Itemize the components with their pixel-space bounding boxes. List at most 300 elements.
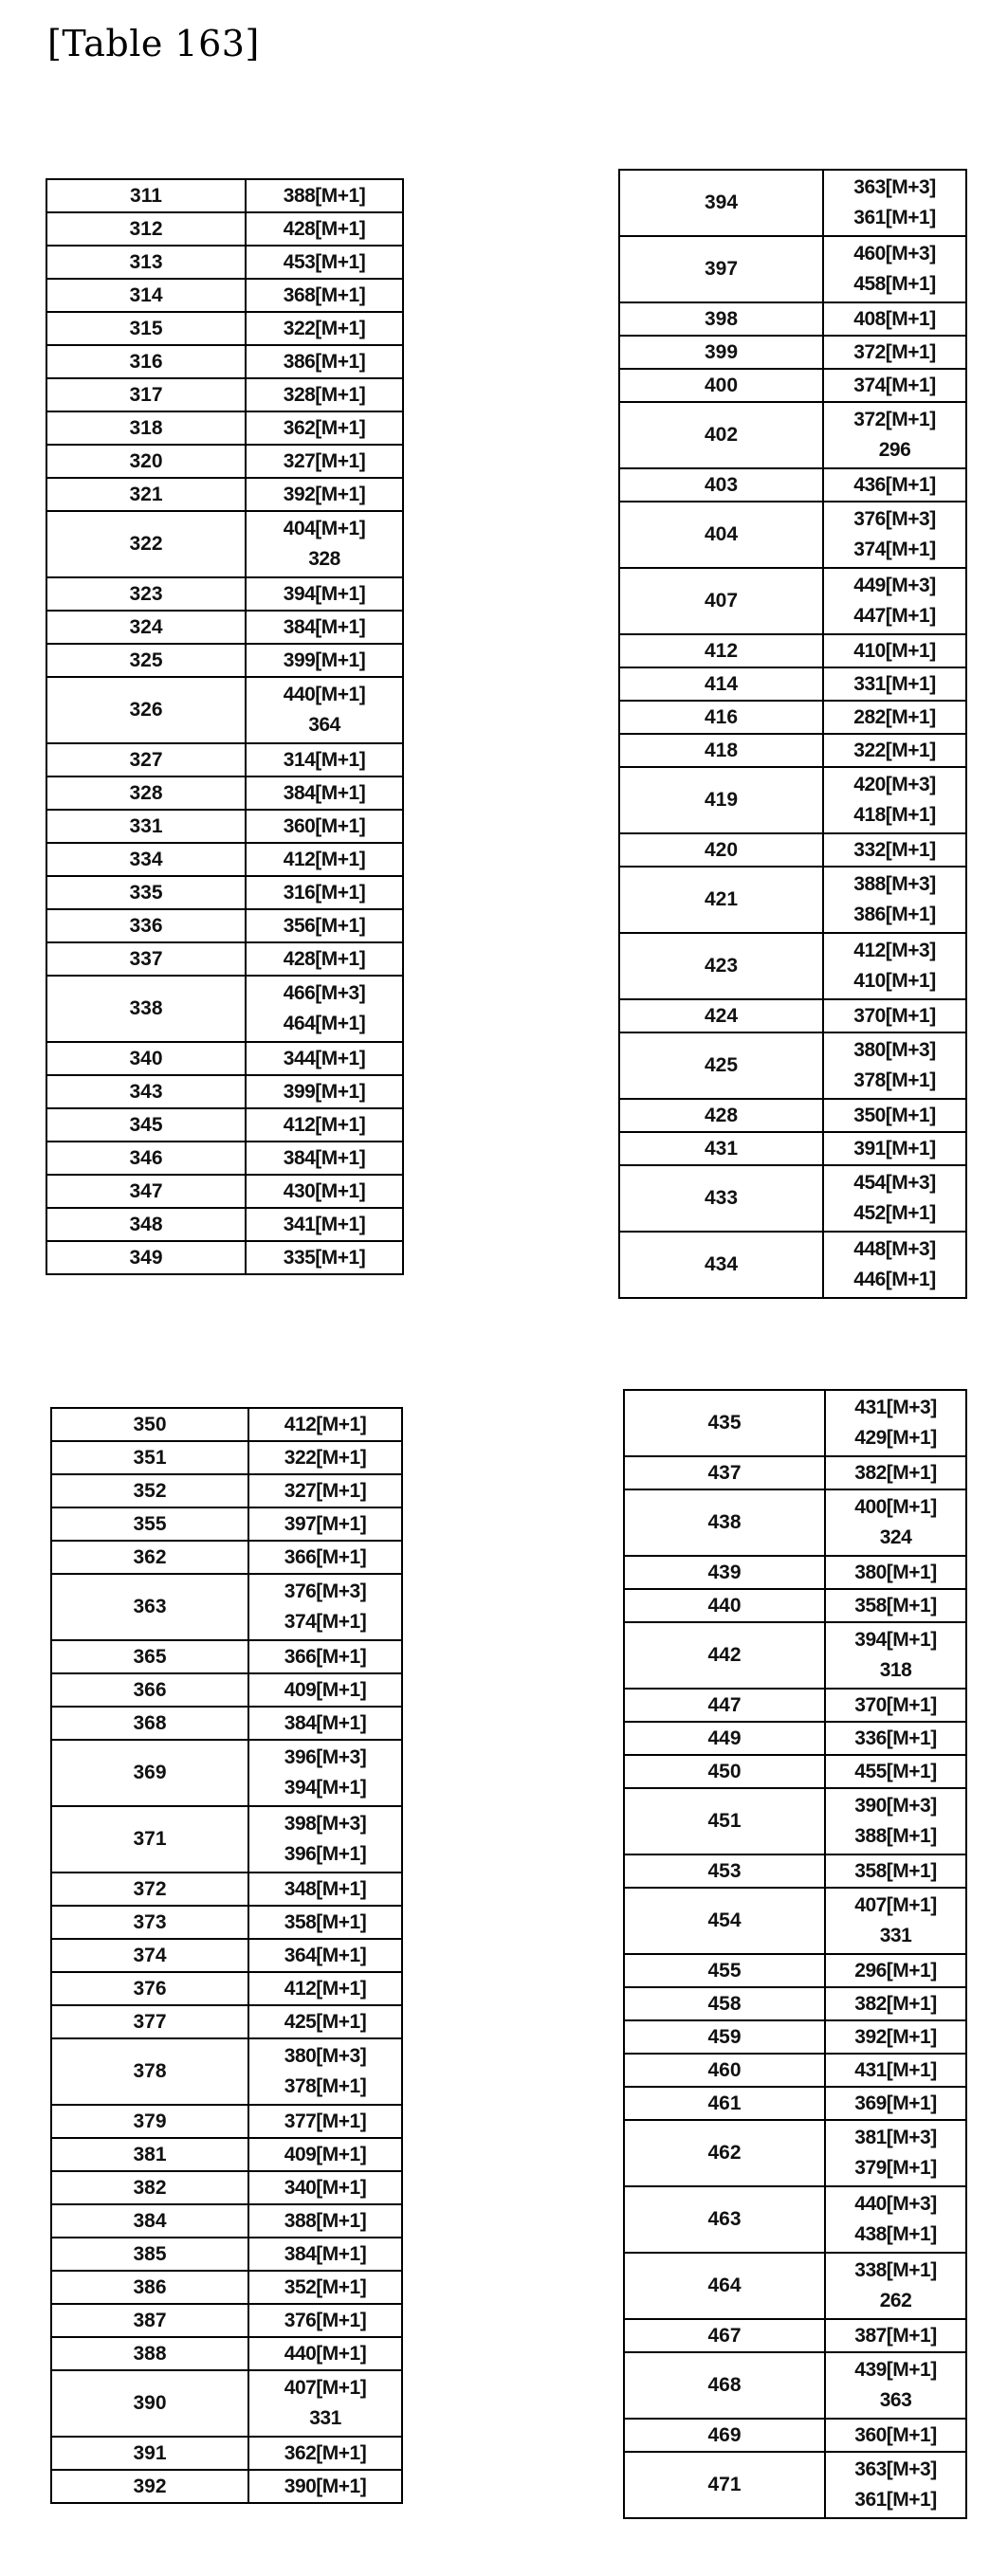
ms-value-cell [823, 336, 966, 369]
ms-value: 331 [879, 1925, 912, 1946]
compound-number-cell: 338 [46, 976, 246, 1042]
compound-number-cell: 425 [619, 1032, 823, 1099]
ms-value: 335[M+1] [283, 1247, 366, 1269]
ms-value-cell [248, 2437, 402, 2470]
table-row [46, 1108, 403, 1142]
ms-value: 399[M+1] [283, 649, 366, 671]
ms-value-cell [825, 1390, 966, 1456]
compound-number-cell: 320 [46, 445, 246, 478]
ms-value-cell [823, 1132, 966, 1165]
table-row [51, 1441, 402, 1474]
table-row [624, 1854, 966, 1888]
compound-number-cell: 365 [51, 1640, 248, 1673]
ms-value: 388[M+3] [853, 873, 936, 895]
compound-number-cell: 346 [46, 1142, 246, 1175]
ms-value: 379[M+1] [854, 2157, 937, 2179]
ms-value: 327[M+1] [284, 1480, 367, 1502]
ms-value: 384[M+1] [283, 782, 366, 804]
compound-number-cell: 399 [619, 336, 823, 369]
ms-value: 386[M+1] [283, 351, 366, 373]
ms-value: 370[M+1] [853, 1005, 936, 1027]
compound-number-cell: 374 [51, 1939, 248, 1972]
table-row [51, 2105, 402, 2138]
ms-value: 370[M+1] [854, 1694, 937, 1716]
compound-number-cell: 325 [46, 644, 246, 677]
ms-value: 314[M+1] [283, 749, 366, 771]
ms-value-cell [248, 1939, 402, 1972]
ms-value-cell [246, 644, 403, 677]
compound-number-cell: 450 [624, 1755, 825, 1788]
ms-value: 449[M+3] [853, 575, 936, 596]
ms-value: 440[M+1] [284, 2343, 367, 2365]
ms-value: 362[M+1] [283, 417, 366, 439]
ms-value-cell [823, 502, 966, 568]
ms-value: 350[M+1] [853, 1105, 936, 1126]
ms-value: 328 [308, 548, 340, 570]
ms-value: 378[M+1] [284, 2075, 367, 2097]
compound-number-cell: 442 [624, 1622, 825, 1689]
ms-value: 363 [879, 2389, 912, 2411]
compound-number-cell: 453 [624, 1854, 825, 1888]
compound-number-cell: 382 [51, 2171, 248, 2204]
ms-value: 366[M+1] [284, 1546, 367, 1568]
ms-value-cell [823, 302, 966, 336]
ms-value: 447[M+1] [853, 605, 936, 627]
ms-value: 386[M+1] [853, 904, 936, 925]
ms-value-cell [248, 2038, 402, 2105]
table-row [46, 810, 403, 843]
ms-value: 369[M+1] [854, 2092, 937, 2114]
ms-value: 358[M+1] [854, 1595, 937, 1617]
ms-value: 374[M+1] [853, 539, 936, 560]
ms-value-cell [823, 1099, 966, 1132]
table-row [51, 1906, 402, 1939]
ms-value: 331[M+1] [853, 673, 936, 695]
compound-number-cell: 311 [46, 179, 246, 212]
ms-value: 361[M+1] [853, 207, 936, 228]
compound-number-cell: 463 [624, 2186, 825, 2253]
compound-number-cell: 323 [46, 577, 246, 611]
table-row [624, 2419, 966, 2452]
table-row [51, 1673, 402, 1707]
table-row [619, 833, 966, 867]
ms-value: 409[M+1] [284, 2144, 367, 2165]
ms-value-cell [825, 2054, 966, 2087]
ms-value: 327[M+1] [283, 450, 366, 472]
table-row [46, 577, 403, 611]
ms-value-cell [246, 677, 403, 743]
ms-value: 436[M+1] [853, 474, 936, 496]
table-row [46, 942, 403, 976]
table-row [46, 1175, 403, 1208]
table-row [624, 2253, 966, 2319]
ms-value-cell [823, 369, 966, 402]
compound-number-cell: 313 [46, 246, 246, 279]
ms-value-cell [248, 2204, 402, 2238]
table-row [51, 2238, 402, 2271]
table-row [51, 2370, 402, 2437]
ms-value: 362[M+1] [284, 2442, 367, 2464]
table-row [624, 1456, 966, 1489]
table-row [624, 1788, 966, 1854]
table-row [46, 644, 403, 677]
compound-number-cell: 377 [51, 2005, 248, 2038]
ms-value-cell [248, 1740, 402, 1806]
ms-value: 394[M+1] [284, 1777, 367, 1799]
compound-number-cell: 366 [51, 1673, 248, 1707]
ms-value: 407[M+1] [284, 2377, 367, 2399]
ms-value: 418[M+1] [853, 804, 936, 826]
compound-number-cell: 335 [46, 876, 246, 909]
ms-value: 410[M+1] [853, 970, 936, 992]
table-row [619, 999, 966, 1032]
ms-value: 363[M+3] [853, 176, 936, 198]
compound-number-cell: 368 [51, 1707, 248, 1740]
compound-number-cell: 350 [51, 1408, 248, 1441]
ms-value: 363[M+3] [854, 2458, 937, 2480]
ms-value-cell [248, 2171, 402, 2204]
ms-value: 428[M+1] [283, 948, 366, 970]
table-row [619, 667, 966, 701]
ms-value-cell [248, 2370, 402, 2437]
ms-value-cell [823, 767, 966, 833]
table-row [624, 2120, 966, 2186]
compound-number-cell: 462 [624, 2120, 825, 2186]
ms-value-cell [823, 1232, 966, 1298]
ms-value-cell [248, 2138, 402, 2171]
ms-value-cell [248, 1806, 402, 1873]
ms-value: 324 [879, 1526, 912, 1548]
table-row [46, 611, 403, 644]
ms-value: 412[M+1] [284, 1414, 367, 1435]
ms-value-cell [823, 568, 966, 634]
ms-value-cell [825, 1556, 966, 1589]
ms-value: 396[M+1] [284, 1843, 367, 1865]
table-row [619, 1232, 966, 1298]
compound-number-cell: 402 [619, 402, 823, 468]
ms-value: 394[M+1] [854, 1629, 937, 1651]
ms-value: 429[M+1] [854, 1427, 937, 1449]
ms-value-cell [246, 577, 403, 611]
ms-value-cell [823, 1032, 966, 1099]
table-row [46, 312, 403, 345]
ms-value-cell [825, 1888, 966, 1954]
data-table-bottom-right [623, 1389, 967, 2519]
table-row [51, 2171, 402, 2204]
compound-number-cell: 336 [46, 909, 246, 942]
table-row [46, 677, 403, 743]
table-row [51, 1707, 402, 1740]
table-row [51, 1873, 402, 1906]
ms-value-cell [823, 667, 966, 701]
ms-value: 430[M+1] [283, 1180, 366, 1202]
compound-number-cell: 431 [619, 1132, 823, 1165]
ms-value: 388[M+1] [283, 185, 366, 207]
table-row [624, 2319, 966, 2352]
table-row [624, 2054, 966, 2087]
ms-value-cell [825, 2352, 966, 2419]
compound-number-cell: 414 [619, 667, 823, 701]
ms-value-cell [248, 2470, 402, 2503]
compound-number-cell: 324 [46, 611, 246, 644]
compound-number-cell: 424 [619, 999, 823, 1032]
ms-value: 446[M+1] [853, 1269, 936, 1290]
compound-number-cell: 464 [624, 2253, 825, 2319]
ms-value-cell [246, 478, 403, 511]
table-row [46, 511, 403, 577]
ms-value: 431[M+3] [854, 1397, 937, 1418]
ms-value-cell [823, 933, 966, 999]
compound-number-cell: 379 [51, 2105, 248, 2138]
table-row [51, 1474, 402, 1507]
table-row [51, 1574, 402, 1640]
compound-number-cell: 387 [51, 2304, 248, 2337]
compound-number-cell: 334 [46, 843, 246, 876]
ms-value-cell [825, 1788, 966, 1854]
table-row [46, 478, 403, 511]
table-row [619, 568, 966, 634]
ms-value: 380[M+1] [854, 1562, 937, 1583]
compound-number-cell: 449 [624, 1722, 825, 1755]
ms-value: 390[M+1] [284, 2476, 367, 2497]
ms-value: 412[M+1] [284, 1978, 367, 2000]
ms-value: 394[M+1] [283, 583, 366, 605]
compound-number-cell: 451 [624, 1788, 825, 1854]
ms-value-cell [823, 701, 966, 734]
table-row [624, 1589, 966, 1622]
ms-value-cell [825, 1489, 966, 1556]
compound-number-cell: 392 [51, 2470, 248, 2503]
compound-number-cell: 386 [51, 2271, 248, 2304]
compound-number-cell: 419 [619, 767, 823, 833]
ms-value: 454[M+3] [853, 1172, 936, 1194]
ms-value: 412[M+1] [283, 849, 366, 870]
ms-value: 340[M+1] [284, 2177, 367, 2199]
ms-value-cell [825, 2419, 966, 2452]
ms-value: 452[M+1] [853, 1202, 936, 1224]
ms-value: 364[M+1] [284, 1945, 367, 1966]
ms-value: 382[M+1] [854, 1462, 937, 1484]
table-row [619, 767, 966, 833]
ms-value-cell [248, 2238, 402, 2271]
table-row [624, 1755, 966, 1788]
compound-number-cell: 384 [51, 2204, 248, 2238]
ms-value-cell [248, 1474, 402, 1507]
compound-number-cell: 391 [51, 2437, 248, 2470]
ms-value-cell [246, 246, 403, 279]
ms-value-cell [823, 734, 966, 767]
ms-value: 352[M+1] [284, 2276, 367, 2298]
compound-number-cell: 348 [46, 1208, 246, 1241]
table-row [624, 1489, 966, 1556]
ms-value: 412[M+1] [283, 1114, 366, 1136]
compound-number-cell: 345 [46, 1108, 246, 1142]
ms-value: 378[M+1] [853, 1069, 936, 1091]
ms-value-cell [823, 833, 966, 867]
ms-value-cell [246, 345, 403, 378]
table-row [624, 2186, 966, 2253]
compound-number-cell: 352 [51, 1474, 248, 1507]
table-row [624, 1622, 966, 1689]
ms-value-cell [246, 1042, 403, 1075]
table-row [51, 1640, 402, 1673]
table-row [46, 378, 403, 411]
ms-value: 262 [879, 2290, 912, 2311]
ms-value: 360[M+1] [283, 815, 366, 837]
ms-value-cell [248, 1640, 402, 1673]
compound-number-cell: 372 [51, 1873, 248, 1906]
ms-value-cell [246, 776, 403, 810]
compound-number-cell: 369 [51, 1740, 248, 1806]
ms-value-cell [825, 1722, 966, 1755]
compound-number-cell: 337 [46, 942, 246, 976]
table-row [46, 876, 403, 909]
compound-number-cell: 428 [619, 1099, 823, 1132]
ms-value: 331 [309, 2407, 341, 2429]
ms-value-cell [823, 1165, 966, 1232]
table-row [51, 1740, 402, 1806]
ms-value: 328[M+1] [283, 384, 366, 406]
ms-value-cell [248, 1507, 402, 1541]
table-row [619, 1132, 966, 1165]
compound-number-cell: 326 [46, 677, 246, 743]
ms-value: 372[M+1] [853, 409, 936, 430]
compound-number-cell: 390 [51, 2370, 248, 2437]
table-row [51, 1972, 402, 2005]
ms-value: 366[M+1] [284, 1646, 367, 1668]
ms-value: 356[M+1] [283, 915, 366, 937]
ms-value: 391[M+1] [853, 1138, 936, 1160]
data-table-top-right [618, 169, 967, 1299]
ms-value: 368[M+1] [283, 284, 366, 306]
ms-value: 361[M+1] [854, 2489, 937, 2511]
ms-value-cell [825, 2120, 966, 2186]
ms-value: 425[M+1] [284, 2011, 367, 2033]
table-row [46, 909, 403, 942]
ms-value: 384[M+1] [283, 616, 366, 638]
compound-number-cell: 349 [46, 1241, 246, 1274]
ms-value: 392[M+1] [854, 2026, 937, 2048]
compound-number-cell: 468 [624, 2352, 825, 2419]
ms-value-cell [825, 2087, 966, 2120]
ms-value-cell [248, 1906, 402, 1939]
table-row [624, 2087, 966, 2120]
ms-value-cell [825, 1456, 966, 1489]
compound-number-cell: 420 [619, 833, 823, 867]
compound-number-cell: 438 [624, 1489, 825, 1556]
table-row [624, 2020, 966, 2054]
compound-number-cell: 355 [51, 1507, 248, 1541]
table-row [51, 2138, 402, 2171]
ms-value-cell [248, 1707, 402, 1740]
ms-value-cell [248, 2337, 402, 2370]
compound-number-cell: 316 [46, 345, 246, 378]
table-title: [Table 163] [47, 23, 260, 64]
ms-value: 399[M+1] [283, 1081, 366, 1103]
ms-value: 453[M+1] [283, 251, 366, 273]
table-row [619, 1032, 966, 1099]
compound-number-cell: 434 [619, 1232, 823, 1298]
ms-value-cell [246, 1142, 403, 1175]
ms-value-cell [248, 2005, 402, 2038]
ms-value-cell [246, 445, 403, 478]
ms-value: 374[M+1] [284, 1611, 367, 1633]
compound-number-cell: 317 [46, 378, 246, 411]
table-row [46, 1042, 403, 1075]
ms-value-cell [246, 378, 403, 411]
ms-value-cell [825, 1689, 966, 1722]
ms-value-cell [246, 611, 403, 644]
compound-number-cell: 433 [619, 1165, 823, 1232]
compound-number-cell: 347 [46, 1175, 246, 1208]
ms-value: 392[M+1] [283, 484, 366, 505]
table-row [46, 246, 403, 279]
compound-number-cell: 467 [624, 2319, 825, 2352]
ms-value: 358[M+1] [854, 1860, 937, 1882]
compound-number-cell: 397 [619, 236, 823, 302]
table-row [619, 634, 966, 667]
compound-number-cell: 447 [624, 1689, 825, 1722]
ms-value: 388[M+1] [284, 2210, 367, 2232]
table-row [619, 701, 966, 734]
table-row [619, 402, 966, 468]
table-row [619, 302, 966, 336]
ms-value-cell [248, 2304, 402, 2337]
table-row [619, 336, 966, 369]
ms-value: 376[M+1] [284, 2310, 367, 2331]
compound-number-cell: 469 [624, 2419, 825, 2452]
ms-value: 384[M+1] [284, 2243, 367, 2265]
ms-value-cell [825, 2319, 966, 2352]
compound-number-cell: 440 [624, 1589, 825, 1622]
table-row [46, 1208, 403, 1241]
ms-value-cell [248, 1873, 402, 1906]
ms-value: 439[M+1] [854, 2359, 937, 2381]
table-row [46, 843, 403, 876]
ms-value-cell [248, 1574, 402, 1640]
table-row [619, 1165, 966, 1232]
ms-value-cell [248, 1541, 402, 1574]
ms-value: 380[M+3] [284, 2045, 367, 2067]
table-row [619, 933, 966, 999]
ms-value-cell [825, 1755, 966, 1788]
ms-value: 466[M+3] [283, 982, 366, 1004]
ms-value: 458[M+1] [853, 273, 936, 295]
ms-value: 404[M+1] [283, 518, 366, 539]
compound-number-cell: 343 [46, 1075, 246, 1108]
compound-number-cell: 363 [51, 1574, 248, 1640]
table-row [624, 1888, 966, 1954]
ms-value-cell [825, 1987, 966, 2020]
compound-number-cell: 459 [624, 2020, 825, 2054]
compound-number-cell: 398 [619, 302, 823, 336]
compound-number-cell: 388 [51, 2337, 248, 2370]
ms-value: 341[M+1] [283, 1214, 366, 1235]
table-row [46, 776, 403, 810]
ms-value: 382[M+1] [854, 1993, 937, 2015]
ms-value: 322[M+1] [284, 1447, 367, 1469]
ms-value-cell [825, 2186, 966, 2253]
table-row [51, 2271, 402, 2304]
table-row [624, 1954, 966, 1987]
ms-value-cell [246, 511, 403, 577]
ms-value: 464[M+1] [283, 1013, 366, 1034]
table-row [624, 2352, 966, 2419]
compound-number-cell: 371 [51, 1806, 248, 1873]
compound-number-cell: 322 [46, 511, 246, 577]
ms-value-cell [246, 942, 403, 976]
ms-value: 322[M+1] [283, 318, 366, 339]
